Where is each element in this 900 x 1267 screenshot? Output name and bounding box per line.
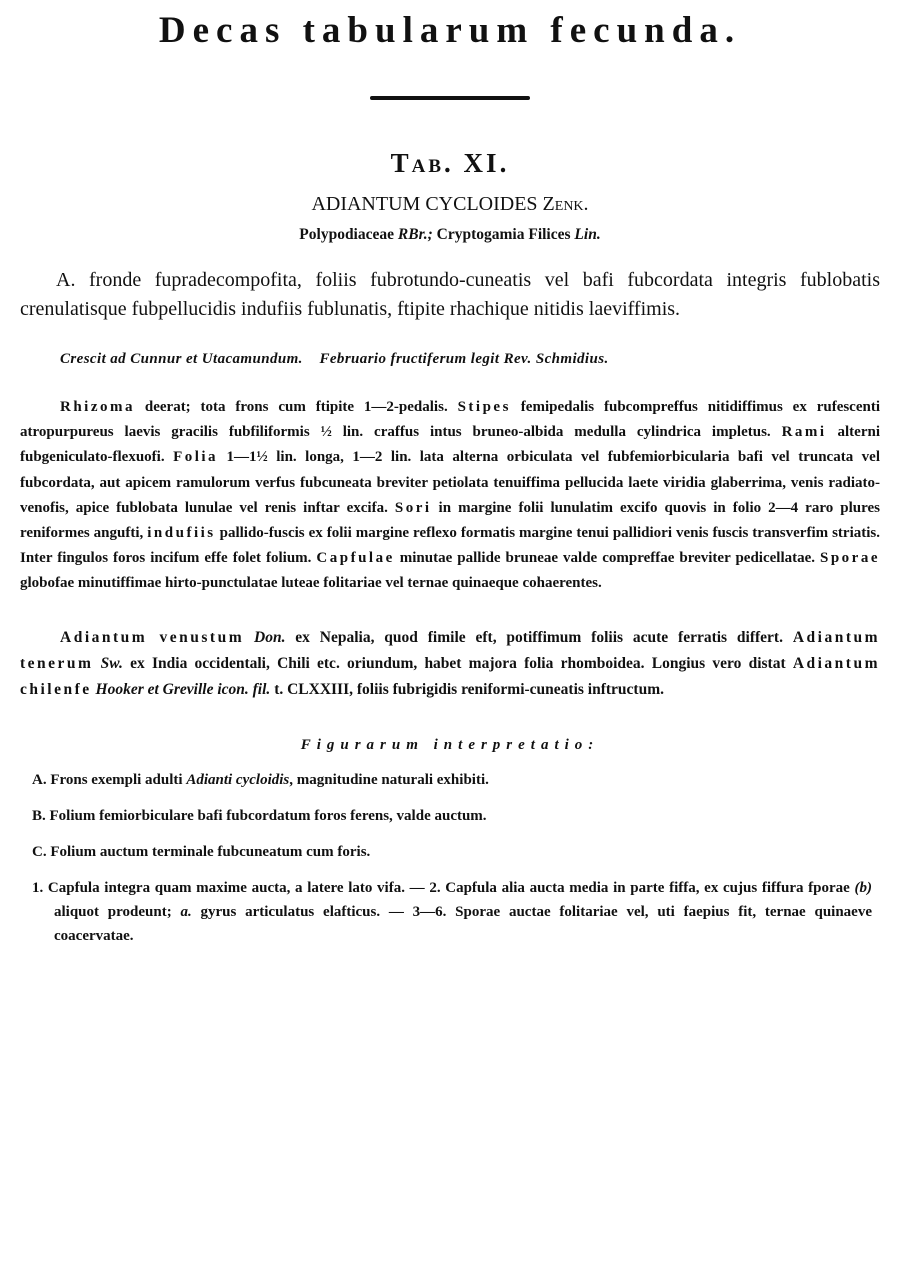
family-a: Polypodiaceae — [299, 226, 395, 243]
term-sporae: Sporae — [820, 550, 880, 567]
author-venustum: Don. — [254, 628, 286, 646]
term-rami: Rami — [781, 424, 827, 441]
diagnosis: A. fronde fupradecompofita, foliis fubrotundo-cuneatis vel bafi fubcordata integris fublobatis crenulatisque fubpellucidis indufiis fublunatis, ftipite rhachique nitidis laeviffimis. — [20, 269, 880, 320]
text-chilense: t. CLXXIII, foliis fubrigidis reniformi-cuneatis inftructum. — [270, 680, 664, 698]
fig-d-post: gyrus articulatus elafticus. — 3—6. Sporae auctae folitariae vel, uti faepius fit, ternae quinaeve coacervatae. — [54, 903, 872, 944]
figure-item-capsules — [32, 876, 880, 948]
term-folia: Folia — [173, 449, 219, 466]
fig-a-post: , magnitudine naturali exhibiti. — [289, 771, 489, 788]
fig-d-b: (b) — [854, 879, 872, 896]
text-sori: in margine folii lunulatim excifo quovis in folio 2—4 raro plures reniformes angufti, — [20, 499, 880, 542]
page-title: Decas tabularum fecunda. — [158, 10, 742, 51]
term-sori: Sori — [394, 499, 432, 516]
locality — [20, 346, 880, 373]
species-tenerum: Adiantum tenerum — [20, 628, 881, 672]
species-venustum: Adiantum venustum — [60, 628, 245, 646]
figure-item-c: C. Folium auctum terminale fubcuneatum cum foris. — [32, 843, 371, 860]
figure-item-b: B. Folium femiorbiculare bafi fubcordatum foros ferens, valde auctum. — [32, 807, 487, 824]
fig-d-pre: 1. Capfula integra quam maxime aucta, a latere lato vifa. — 2. Capfula alia aucta media in parte fiffa, ex cujus fiffura fporae — [32, 879, 855, 896]
species-heading — [20, 193, 880, 216]
comparison — [20, 625, 880, 703]
text-indusii: pallido-fuscis ex folii margine reflexo formatis margine tenui pallidiori venis fuscis transverfim striatis. Inter fingulos foros incifum effe folet folium. — [20, 525, 880, 567]
author-tenerum: Sw. — [100, 654, 123, 672]
text-rami: alterni fubgeniculato-flexuofi. — [20, 424, 880, 466]
term-rhizoma: Rhizoma — [60, 399, 135, 415]
family-a-author: RBr.; — [397, 226, 433, 243]
term-stipes: Stipes — [457, 399, 511, 415]
text-sporae: globofae minutiffimae hirto-punctulatae luteae folitariae vel ternae quinaeque cohaerentes. — [20, 575, 602, 592]
family-b: Cryptogamia Filices — [436, 226, 571, 243]
fig-a-pre: A. Frons exempli adulti — [32, 771, 187, 788]
species-chilense: Adiantum chilenfe — [20, 654, 880, 698]
text-folia: 1—1½ lin. longa, 1—2 lin. lata alterna orbiculata vel fubfemiorbicularia bafi vel truncata vel fubcordata, aut apicem ramulorum verfus fubcuneata breviter petiolata tenuiffima pellucida laete viridia glaberrima, venis radiato-venofis, apice fublobata lunulae vel renis inftar excifa. — [20, 449, 880, 516]
fig-a-italic: Adianti cycloidis — [186, 771, 290, 788]
fig-d-mid: aliquot prodeunt; — [54, 903, 181, 920]
figures-heading: Figurarum interpretatio: — [300, 736, 600, 753]
author-chilense: Hooker et Greville icon. fil. — [95, 680, 271, 698]
family-b-author: Lin. — [574, 226, 601, 243]
title-rule — [370, 96, 530, 100]
figure-item-a — [32, 768, 880, 792]
fig-d-a: a. — [180, 903, 192, 920]
locality-text: Crescit ad Cunnur et Utacamundum. — [60, 351, 303, 367]
term-indusii: indufiis — [147, 525, 216, 542]
family-line — [20, 226, 880, 244]
figures-list — [20, 768, 880, 948]
term-capsulae: Capfulae — [316, 550, 395, 567]
plate-number: Tab. XI. — [390, 148, 510, 178]
text-capsulae: minutae pallide bruneae valde compreffae breviter pedicellatae. — [394, 550, 820, 567]
species-author: Zenk. — [542, 193, 589, 215]
text-rhizoma: deerat; tota frons cum ftipite 1—2-pedalis. — [135, 399, 458, 415]
text-tenerum: ex India occidentali, Chili etc. oriundum, habet majora folia rhomboidea. Longius vero distat — [122, 654, 793, 672]
description — [20, 395, 880, 597]
text-venustum: ex Nepalia, quod fimile eft, potiffimum foliis acute ferratis differt. — [285, 628, 793, 646]
species-name: ADIANTUM CYCLOIDES — [311, 193, 538, 215]
text-stipes: femipedalis fubcompreffus nitidiffimus ex rufescenti atropurpureus laevis gracilis fubfiliformis ½ lin. craffus intus bruneo-albida medulla cylindrica impletus. — [20, 399, 881, 441]
locality-collected: Februario fructiferum legit Rev. Schmidius. — [319, 351, 609, 367]
